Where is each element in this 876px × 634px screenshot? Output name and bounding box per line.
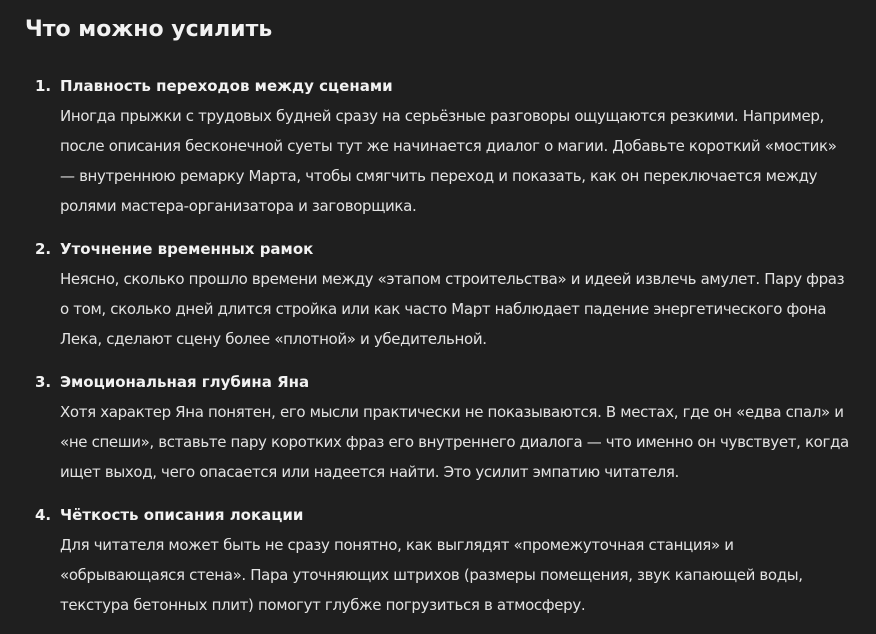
item-title: Плавность переходов между сценами [60,77,393,95]
suggestion-list [25,71,854,620]
item-title: Эмоциональная глубина Яна [60,373,310,391]
section-heading: Что можно усилить [25,17,273,42]
item-body: Иногда прыжки с трудовых будней сразу на серьёзные разговоры ощущаются резкими. Например, после описания бесконечной суеты тут же начинается диалог о магии. Добавьте короткий «мостик» — внутреннюю ремарку Марта, чтобы смягчить переход и показать, как он переключается между ролями мастера-организатора и заговорщика. [60,107,837,215]
suggestion-item [25,71,854,221]
item-number: 1. [35,77,52,95]
item-body: Для читателя может быть не сразу понятно, как выглядят «промежуточная станция» и «обрывающаяся стена». Пара уточняющих штрихов (размеры помещения, звук капающей воды, текстура бетонных плит) помогут глубже погрузиться в атмосферу. [60,536,803,614]
item-title: Уточнение временных рамок [60,240,314,258]
suggestion-item [25,500,854,620]
item-number: 3. [35,373,52,391]
suggestion-item [25,367,854,487]
item-body: Хотя характер Яна понятен, его мысли практически не показываются. В местах, где он «едва спал» и «не спеши», вставьте пару коротких фраз его внутреннего диалога — что именно он чувствует, когда ищет выход, чего опасается или надеется найти. Это усилит эмпатию читателя. [60,403,849,481]
item-title: Чёткость описания локации [60,506,304,524]
item-number: 4. [35,506,52,524]
item-number: 2. [35,240,52,258]
item-body: Неясно, сколько прошло времени между «этапом строительства» и идеей извлечь амулет. Пару фраз о том, сколько дней длится стройка или как часто Март наблюдает падение энергетического фона Лека, сделают сцену более «плотной» и убедительной. [60,270,845,348]
suggestion-item [25,234,854,354]
